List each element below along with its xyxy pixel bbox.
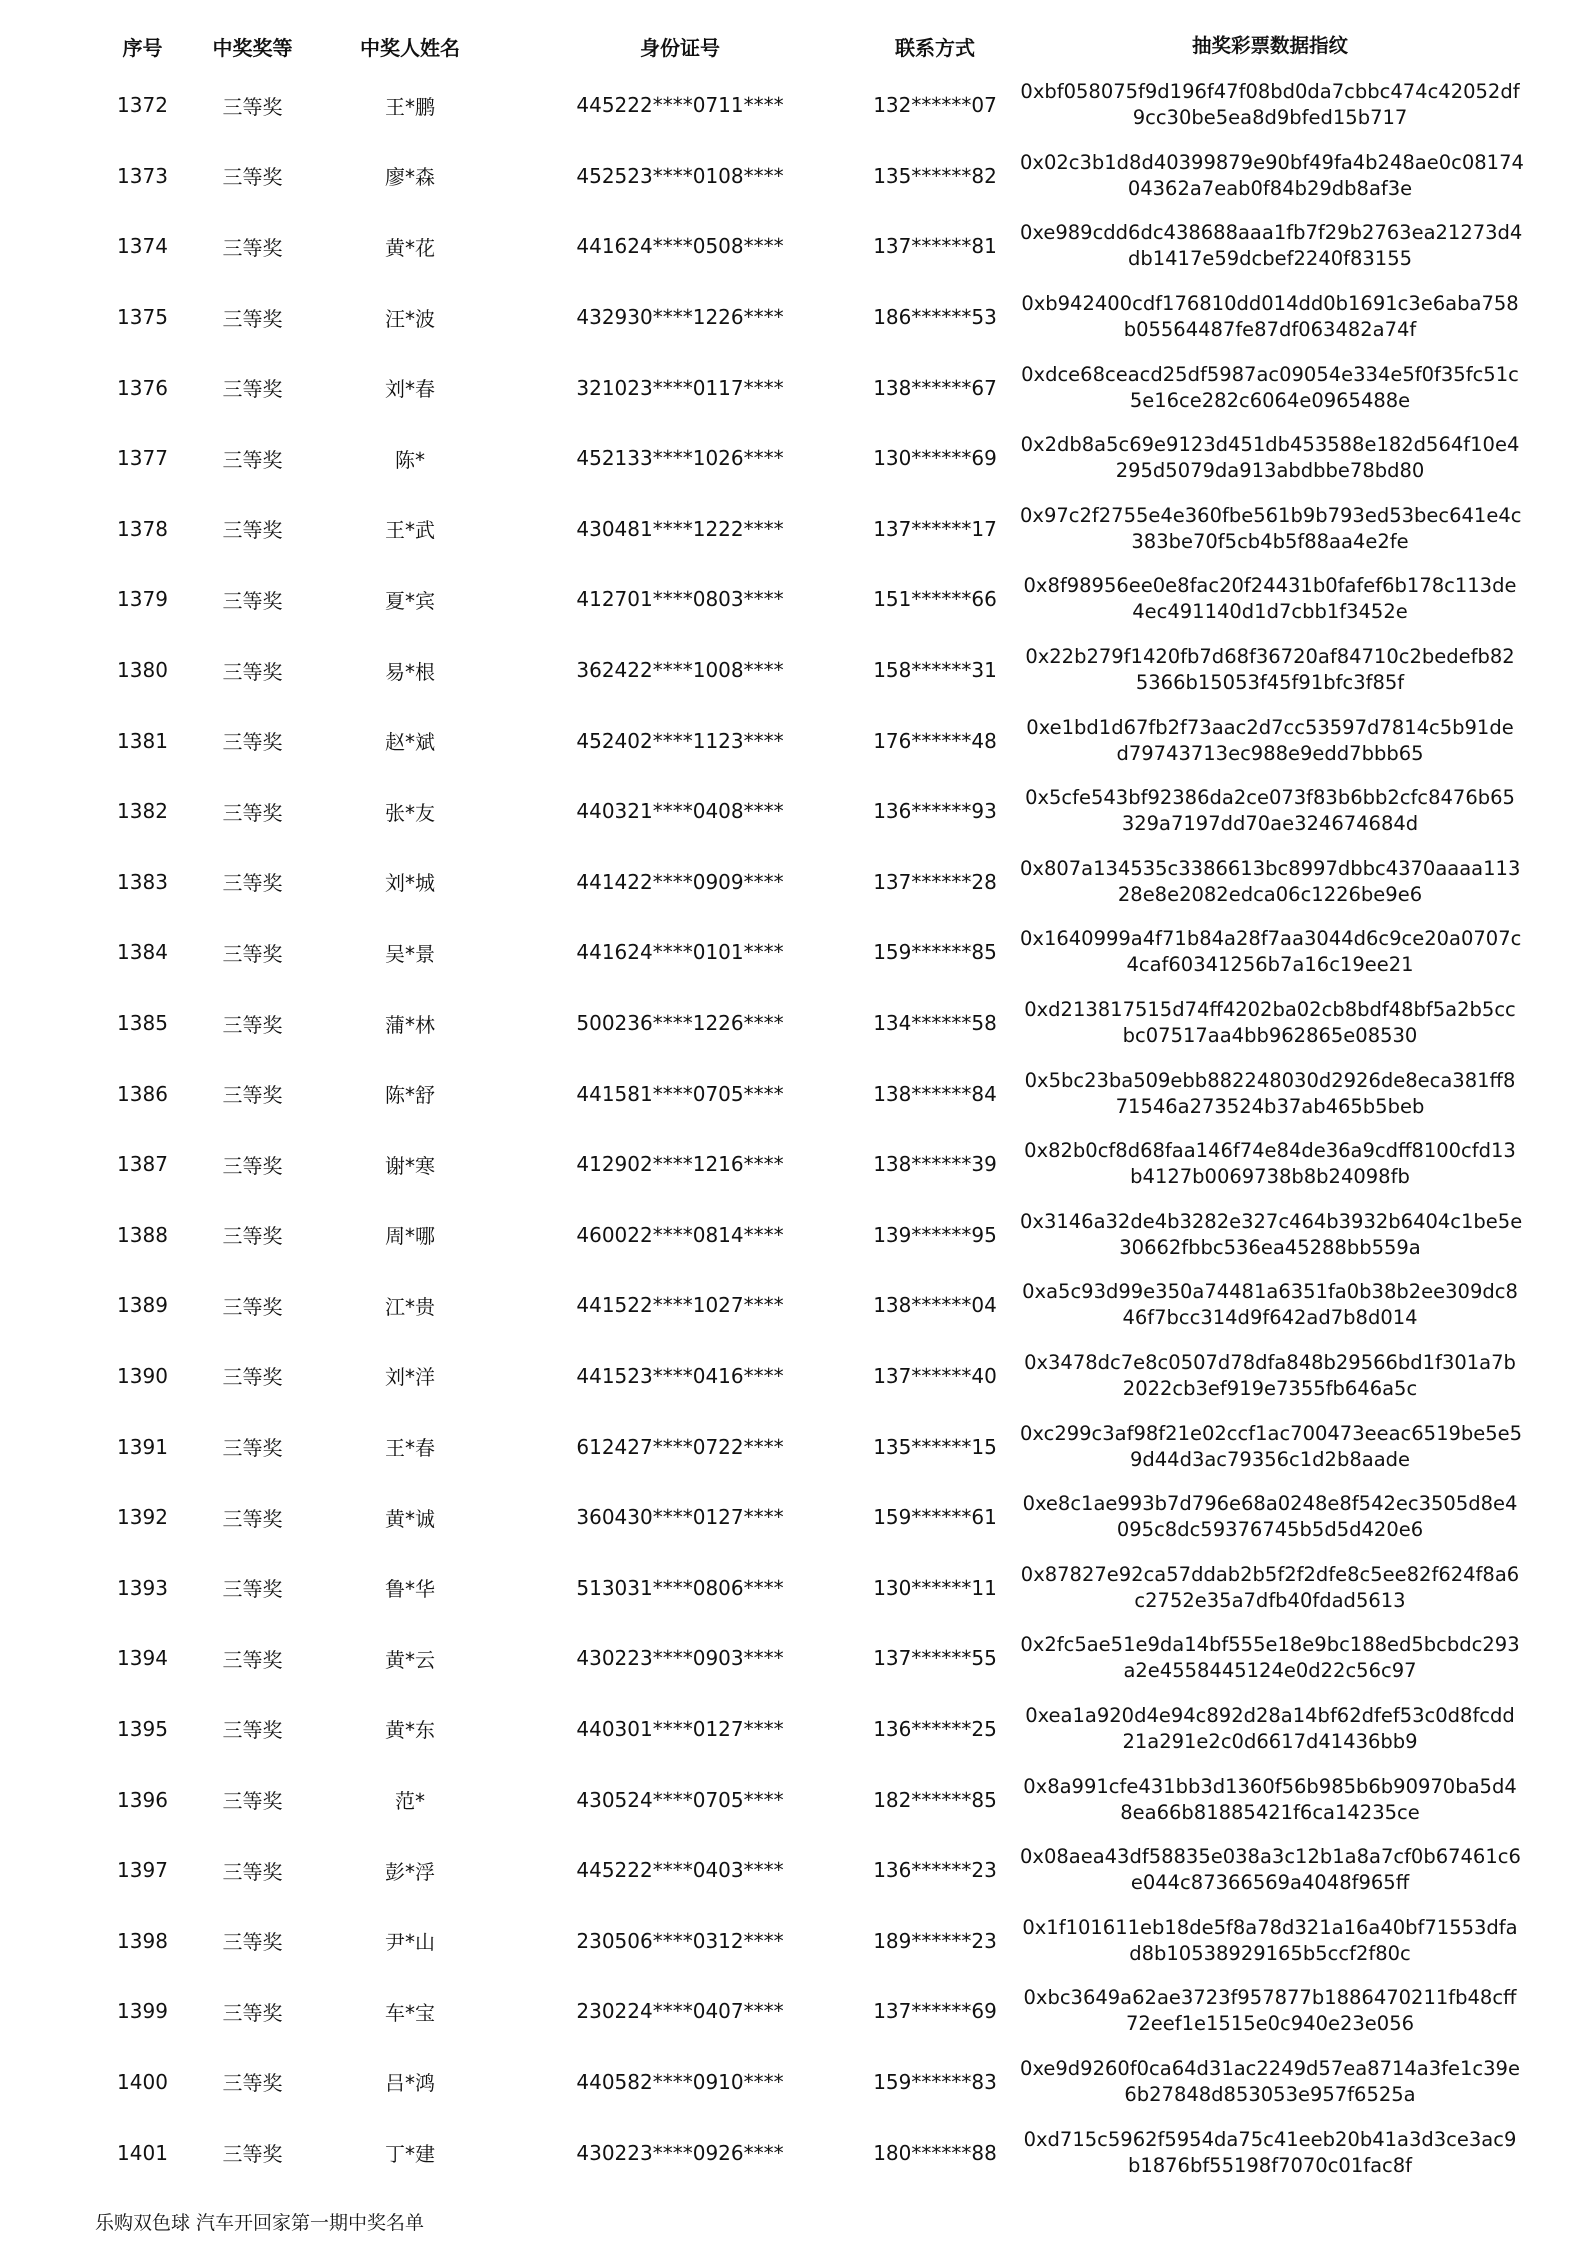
row-hash-line: 383be70f5cb4b5f88aa4e2fe [1131, 529, 1409, 553]
row-level: 三等奖 [222, 447, 283, 472]
row-id: 321023****0117**** [576, 375, 784, 400]
row-hash-line: 46f7bcc314d9f642ad7b8d014 [1122, 1306, 1418, 1330]
row-hash [1020, 1491, 1520, 1543]
table-row [90, 1552, 1520, 1623]
row-hash [1020, 2056, 1520, 2108]
row-no: 1379 [117, 587, 168, 612]
row-hash-line: 0x1f101611eb18de5f8a78d321a16a40bf71553dfa [1022, 1915, 1518, 1939]
row-level: 三等奖 [222, 1153, 283, 1178]
row-contact: 151******66 [873, 587, 997, 612]
row-id: 440301****0127**** [576, 1716, 784, 1741]
row-id: 412902****1216**** [576, 1152, 784, 1177]
row-level: 三等奖 [222, 306, 283, 331]
row-contact: 159******83 [873, 2069, 997, 2094]
row-level: 三等奖 [222, 377, 283, 402]
row-hash-line: 0xe1bd1d67fb2f73aac2d7cc53597d7814c5b91de [1026, 715, 1514, 739]
row-hash [1020, 150, 1524, 202]
table-header [90, 22, 1520, 70]
row-hash-line: 0x2fc5ae51e9da14bf555e18e9bc188ed5bcbdc293 [1020, 1633, 1520, 1657]
row-name: 王*武 [385, 518, 435, 543]
row-hash-line: 0x8f98956ee0e8fac20f24431b0fafef6b178c113de [1023, 574, 1517, 598]
row-hash-line: 9d44d3ac79356c1d2b8aade [1129, 1447, 1411, 1471]
row-name: 丁*建 [385, 2142, 435, 2167]
row-level: 三等奖 [222, 94, 283, 119]
row-contact: 182******85 [873, 1787, 997, 1812]
row-hash [1020, 573, 1520, 625]
row-id: 412701****0803**** [576, 587, 784, 612]
row-name: 陈*舒 [385, 1083, 435, 1108]
row-hash-line: 0x87827e92ca57ddab2b5f2f2dfe8c5ee82f624f8a6 [1020, 1562, 1520, 1586]
row-level: 三等奖 [222, 1930, 283, 1955]
row-hash-line: 72eef1e1515e0c940e23e056 [1125, 2012, 1415, 2036]
table-row [90, 776, 1520, 847]
row-no: 1399 [117, 1999, 168, 2024]
row-name: 易*根 [385, 659, 435, 684]
row-hash-line: 0xbf058075f9d196f47f08bd0da7cbbc474c42052df [1020, 80, 1520, 104]
row-hash-line: 0xd213817515d74ff4202ba02cb8bdf48bf5a2b5cc [1024, 998, 1516, 1022]
row-contact: 137******69 [873, 1999, 997, 2024]
table-row [90, 494, 1520, 565]
row-no: 1383 [117, 869, 168, 894]
row-name: 车*宝 [385, 2000, 435, 2025]
row-hash-line: 5e16ce282c6064e0965488e [1129, 388, 1411, 412]
row-contact: 159******85 [873, 940, 997, 965]
row-name: 彭*浮 [385, 1859, 435, 1884]
table-row [90, 1058, 1520, 1129]
row-contact: 158******31 [873, 658, 997, 683]
row-level: 三等奖 [222, 588, 283, 613]
row-name: 王*春 [385, 1436, 435, 1461]
row-no: 1395 [117, 1716, 168, 1741]
row-hash [1020, 1279, 1520, 1331]
row-level: 三等奖 [222, 518, 283, 543]
row-hash-line: 0x82b0cf8d68faa146f74e84de36a9cdff8100cfd13 [1024, 1139, 1516, 1163]
row-name: 吴*景 [385, 941, 435, 966]
row-hash-line: 095c8dc59376745b5d5d420e6 [1116, 1518, 1424, 1542]
row-hash [1020, 1068, 1520, 1120]
row-contact: 180******88 [873, 2140, 997, 2165]
row-hash [1020, 715, 1520, 767]
row-hash [1020, 291, 1520, 343]
row-name: 陈* [395, 447, 425, 472]
row-hash-line: c2752e35a7dfb40fdad5613 [1134, 1588, 1406, 1612]
row-hash-line: 329a7197dd70ae324674684d [1121, 812, 1419, 836]
table-row [90, 847, 1520, 918]
row-name: 刘*春 [385, 377, 435, 402]
row-contact: 130******69 [873, 446, 997, 471]
row-hash-line: e044c87366569a4048f965ff [1130, 1871, 1410, 1895]
table-row [90, 1623, 1520, 1694]
row-level: 三等奖 [222, 1789, 283, 1814]
table-row [90, 1270, 1520, 1341]
row-level: 三等奖 [222, 1859, 283, 1884]
row-contact: 189******23 [873, 1928, 997, 1953]
row-hash-line: 0xe8c1ae993b7d796e68a0248e8f542ec3505d8e4 [1022, 1492, 1518, 1516]
row-hash-line: d79743713ec988e9edd7bbb65 [1116, 741, 1424, 765]
row-name: 范* [395, 1789, 425, 1814]
row-hash-line: 0x3146a32de4b3282e327c464b3932b6404c1be5e [1020, 1209, 1523, 1233]
row-no: 1374 [117, 234, 168, 259]
row-hash-line: 21a291e2c0d6617d41436bb9 [1122, 1729, 1418, 1753]
row-level: 三等奖 [222, 659, 283, 684]
header-name: 中奖人姓名 [360, 35, 460, 60]
row-id: 612427****0722**** [576, 1434, 784, 1459]
row-level: 三等奖 [222, 730, 283, 755]
row-no: 1393 [117, 1575, 168, 1600]
row-hash-line: 0xea1a920d4e94c892d28a14bf62dfef53c0d8fcdd [1025, 1703, 1515, 1727]
table-row [90, 1341, 1520, 1412]
row-level: 三等奖 [222, 1506, 283, 1531]
row-hash [1020, 79, 1520, 131]
row-no: 1394 [117, 1646, 168, 1671]
row-hash-line: 0x22b279f1420fb7d68f36720af84710c2bedefb82 [1025, 645, 1515, 669]
row-id: 452402****1123**** [576, 728, 784, 753]
row-hash-line: a2e4558445124e0d22c56c97 [1123, 1659, 1417, 1683]
row-contact: 139******95 [873, 1222, 997, 1247]
row-no: 1382 [117, 799, 168, 824]
row-hash-line: 0xe989cdd6dc438688aaa1fb7f29b2763ea21273d4 [1020, 221, 1523, 245]
row-contact: 132******07 [873, 93, 997, 118]
row-level: 三等奖 [222, 1647, 283, 1672]
row-id: 360430****0127**** [576, 1505, 784, 1530]
row-id: 430223****0903**** [576, 1646, 784, 1671]
table-row [90, 141, 1524, 212]
row-hash-line: 30662fbbc536ea45288bb559a [1119, 1235, 1421, 1259]
row-id: 430524****0705**** [576, 1787, 784, 1812]
table-row [90, 70, 1520, 141]
row-hash [1020, 785, 1520, 837]
row-hash-line: 8ea66b81885421f6ca14235ce [1120, 1800, 1420, 1824]
row-contact: 136******93 [873, 799, 997, 824]
row-id: 230506****0312**** [576, 1928, 784, 1953]
row-hash [1020, 220, 1523, 272]
row-name: 黄*云 [385, 1647, 435, 1672]
row-hash-line: 0xc299c3af98f21e02ccf1ac700473eeac6519be5e5 [1020, 1421, 1523, 1445]
row-contact: 138******67 [873, 375, 997, 400]
header-no: 序号 [122, 35, 163, 60]
row-no: 1398 [117, 1928, 168, 1953]
row-hash-line: 2022cb3ef919e7355fb646a5c [1122, 1376, 1418, 1400]
row-contact: 136******23 [873, 1858, 997, 1883]
row-name: 黄*花 [385, 235, 435, 260]
row-hash-line: 4caf60341256b7a16c19ee21 [1126, 953, 1414, 977]
row-hash-line: 28e8e2082edca06c1226be9e6 [1117, 882, 1423, 906]
row-hash-line: db1417e59dcbef2240f83155 [1127, 247, 1413, 271]
row-name: 黄*诚 [385, 1506, 435, 1531]
table-row [90, 1764, 1520, 1835]
row-level: 三等奖 [222, 800, 283, 825]
row-id: 362422****1008**** [576, 658, 784, 683]
row-no: 1392 [117, 1505, 168, 1530]
row-id: 440321****0408**** [576, 799, 784, 824]
row-no: 1401 [117, 2140, 168, 2165]
row-hash-line: b05564487fe87df063482a74f [1123, 318, 1417, 342]
table-row [90, 705, 1520, 776]
row-name: 汪*波 [385, 306, 435, 331]
row-hash-line: bc07517aa4bb962865e08530 [1122, 1024, 1418, 1048]
row-id: 430223****0926**** [576, 2140, 784, 2165]
table-row [90, 423, 1520, 494]
row-hash-line: 0x8a991cfe431bb3d1360f56b985b6b90970ba5d4 [1023, 1774, 1517, 1798]
row-id: 460022****0814**** [576, 1222, 784, 1247]
row-id: 440582****0910**** [576, 2069, 784, 2094]
table-row [90, 2117, 1520, 2188]
table-row [90, 211, 1523, 282]
row-id: 445222****0711**** [576, 93, 784, 118]
row-name: 赵*斌 [385, 730, 435, 755]
row-id: 441624****0508**** [576, 234, 784, 259]
row-hash-line: 0xbc3649a62ae3723f957877b1886470211fb48cff [1023, 1986, 1517, 2010]
row-hash-line: 0x2db8a5c69e9123d451db453588e182d564f10e4 [1020, 433, 1520, 457]
row-contact: 159******61 [873, 1505, 997, 1530]
row-name: 谢*寒 [385, 1153, 435, 1178]
row-no: 1376 [117, 375, 168, 400]
row-name: 黄*东 [385, 1718, 435, 1743]
row-name: 张*友 [385, 800, 435, 825]
row-level: 三等奖 [222, 2142, 283, 2167]
row-no: 1388 [117, 1222, 168, 1247]
row-level: 三等奖 [222, 2000, 283, 2025]
row-hash-line: 295d5079da913abdbbe78bd80 [1115, 459, 1425, 483]
row-name: 王*鹏 [385, 94, 435, 119]
row-hash-line: 0x807a134535c3386613bc8997dbbc4370aaaa113 [1020, 856, 1521, 880]
table-row [90, 564, 1520, 635]
row-hash-line: 0x3478dc7e8c0507d78dfa848b29566bd1f301a7b [1024, 1350, 1516, 1374]
table-row [90, 635, 1520, 706]
table-row [90, 1129, 1520, 1200]
row-hash-line: 0x02c3b1d8d40399879e90bf49fa4b248ae0c08174 [1020, 150, 1524, 174]
row-no: 1373 [117, 163, 168, 188]
row-hash [1020, 926, 1520, 978]
row-no: 1400 [117, 2069, 168, 2094]
row-hash-line: b4127b0069738b8b24098fb [1130, 1165, 1410, 1189]
row-no: 1387 [117, 1152, 168, 1177]
row-hash [1020, 1844, 1520, 1896]
table-row [90, 1200, 1523, 1271]
row-level: 三等奖 [222, 1294, 283, 1319]
row-contact: 186******53 [873, 305, 997, 330]
row-id: 441624****0101**** [576, 940, 784, 965]
row-id: 441422****0909**** [576, 869, 784, 894]
row-no: 1397 [117, 1858, 168, 1883]
row-no: 1375 [117, 305, 168, 330]
header-id: 身份证号 [640, 35, 720, 60]
row-id: 513031****0806**** [576, 1575, 784, 1600]
row-id: 441581****0705**** [576, 1081, 784, 1106]
table-row [90, 1835, 1520, 1906]
row-id: 452133****1026**** [576, 446, 784, 471]
row-hash [1020, 997, 1520, 1049]
row-no: 1391 [117, 1434, 168, 1459]
row-hash [1020, 362, 1520, 414]
header-contact: 联系方式 [895, 35, 975, 60]
row-name: 蒲*林 [385, 1012, 435, 1037]
table-row [90, 1694, 1520, 1765]
row-hash [1020, 2127, 1520, 2179]
table-row [90, 2047, 1520, 2118]
row-hash-line: 0xb942400cdf176810dd014dd0b1691c3e6aba758 [1021, 292, 1519, 316]
row-level: 三等奖 [222, 1436, 283, 1461]
row-level: 三等奖 [222, 1224, 283, 1249]
row-hash-line: 0x5bc23ba509ebb882248030d2926de8eca381ff8 [1024, 1068, 1516, 1092]
row-contact: 135******82 [873, 163, 997, 188]
row-id: 452523****0108**** [576, 163, 784, 188]
row-no: 1385 [117, 1011, 168, 1036]
row-hash-line: 9cc30be5ea8d9bfed15b717 [1132, 106, 1408, 130]
row-contact: 134******58 [873, 1011, 997, 1036]
row-hash [1020, 856, 1520, 908]
row-name: 周*哪 [385, 1224, 435, 1249]
row-no: 1384 [117, 940, 168, 965]
row-no: 1378 [117, 516, 168, 541]
row-hash-line: 4ec491140d1d7cbb1f3452e [1132, 600, 1408, 624]
row-id: 445222****0403**** [576, 1858, 784, 1883]
row-name: 廖*森 [385, 165, 435, 190]
row-contact: 138******84 [873, 1081, 997, 1106]
row-id: 430481****1222**** [576, 516, 784, 541]
row-hash [1020, 1915, 1520, 1967]
row-hash [1020, 1703, 1520, 1755]
row-level: 三等奖 [222, 871, 283, 896]
row-hash-line: 71546a273524b37ab465b5beb [1115, 1094, 1425, 1118]
table-row [90, 352, 1520, 423]
row-contact: 136******25 [873, 1716, 997, 1741]
row-hash-line: b1876bf55198f7070c01fac8f [1127, 2153, 1413, 2177]
row-contact: 176******48 [873, 728, 997, 753]
row-name: 鲁*华 [385, 1577, 435, 1602]
row-hash [1020, 1209, 1523, 1261]
row-id: 500236****1226**** [576, 1011, 784, 1036]
row-hash [1020, 432, 1520, 484]
row-no: 1381 [117, 728, 168, 753]
row-contact: 137******40 [873, 1363, 997, 1388]
header-hash: 抽奖彩票数据指纹 [1191, 34, 1348, 57]
row-hash-line: 0xdce68ceacd25df5987ac09054e334e5f0f35fc51c [1021, 362, 1519, 386]
row-no: 1386 [117, 1081, 168, 1106]
row-contact: 137******55 [873, 1646, 997, 1671]
row-hash [1020, 1421, 1523, 1473]
row-hash [1020, 1350, 1520, 1402]
row-contact: 137******28 [873, 869, 997, 894]
row-level: 三等奖 [222, 235, 283, 260]
row-contact: 138******04 [873, 1293, 997, 1318]
row-hash [1020, 1138, 1520, 1190]
row-level: 三等奖 [222, 2071, 283, 2096]
row-hash-line: 0x1640999a4f71b84a28f7aa3044d6c9ce20a0707c [1020, 927, 1522, 951]
row-hash-line: 0x97c2f2755e4e360fbe561b9b793ed53bec641e4c [1020, 503, 1522, 527]
row-name: 吕*鸿 [385, 2071, 435, 2096]
row-level: 三等奖 [222, 1365, 283, 1390]
table-row [90, 1482, 1520, 1553]
row-hash [1020, 503, 1520, 555]
row-hash [1020, 1562, 1520, 1614]
row-hash [1020, 1632, 1520, 1684]
row-contact: 138******39 [873, 1152, 997, 1177]
row-name: 刘*洋 [385, 1365, 435, 1390]
row-name: 夏*宾 [385, 588, 435, 613]
row-hash-line: 0xd715c5962f5954da75c41eeb20b41a3d3ce3ac9 [1023, 2127, 1517, 2151]
row-id: 441522****1027**** [576, 1293, 784, 1318]
row-no: 1396 [117, 1787, 168, 1812]
table-body [90, 70, 1524, 2188]
row-contact: 137******81 [873, 234, 997, 259]
row-contact: 135******15 [873, 1434, 997, 1459]
row-hash-line: 0x08aea43df58835e038a3c12b1a8a7cf0b67461c6 [1020, 1845, 1521, 1869]
table-row [90, 1411, 1523, 1482]
table-row [90, 1976, 1520, 2047]
row-hash-line: 5366b15053f45f91bfc3f85f [1135, 671, 1405, 695]
row-no: 1372 [117, 93, 168, 118]
row-id: 432930****1226**** [576, 305, 784, 330]
row-name: 江*贵 [385, 1294, 435, 1319]
row-name: 刘*城 [385, 871, 435, 896]
row-hash-line: d8b10538929165b5ccf2f80c [1129, 1941, 1411, 1965]
row-no: 1380 [117, 658, 168, 683]
row-hash [1020, 1985, 1520, 2037]
row-hash-line: 6b27848d853053e957f6525a [1124, 2082, 1416, 2106]
row-level: 三等奖 [222, 1012, 283, 1037]
row-hash [1020, 644, 1520, 696]
row-level: 三等奖 [222, 941, 283, 966]
row-no: 1389 [117, 1293, 168, 1318]
footer-caption: 乐购双色球 汽车开回家第一期中奖名单 [95, 2212, 425, 2234]
row-no: 1377 [117, 446, 168, 471]
table-row [90, 1905, 1520, 1976]
row-level: 三等奖 [222, 1718, 283, 1743]
row-contact: 137******17 [873, 516, 997, 541]
row-level: 三等奖 [222, 165, 283, 190]
row-hash [1020, 1774, 1520, 1826]
header-level: 中奖奖等 [212, 35, 293, 60]
row-name: 尹*山 [385, 1930, 435, 1955]
table-row [90, 988, 1520, 1059]
row-id: 230224****0407**** [576, 1999, 784, 2024]
row-id: 441523****0416**** [576, 1363, 784, 1388]
row-hash-line: 0xa5c93d99e350a74481a6351fa0b38b2ee309dc8 [1022, 1280, 1518, 1304]
row-hash-line: 0x5cfe543bf92386da2ce073f83b6bb2cfc8476b65 [1025, 786, 1515, 810]
row-hash-line: 04362a7eab0f84b29db8af3e [1127, 176, 1413, 200]
row-level: 三等奖 [222, 1083, 283, 1108]
row-level: 三等奖 [222, 1577, 283, 1602]
winners-table [90, 22, 1524, 2188]
row-no: 1390 [117, 1363, 168, 1388]
row-hash-line: 0xe9d9260f0ca64d31ac2249d57ea8714a3fe1c39e [1020, 2056, 1520, 2080]
table-row [90, 282, 1520, 353]
row-contact: 130******11 [873, 1575, 997, 1600]
table-row [90, 917, 1520, 988]
